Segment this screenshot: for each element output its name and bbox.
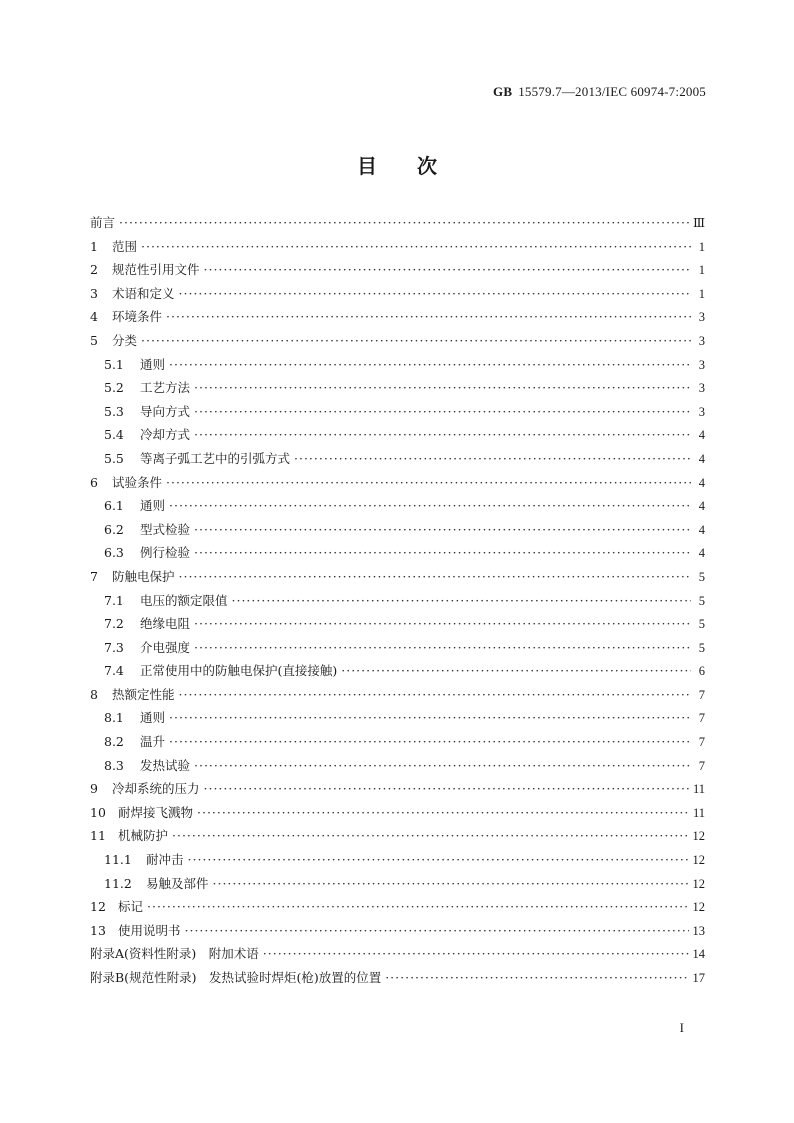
toc-entry[interactable] xyxy=(90,921,705,945)
toc-entry-number: 9 xyxy=(90,781,98,797)
toc-entry-number: 5.5 xyxy=(104,450,124,466)
toc-entry-page: 3 xyxy=(698,333,705,348)
toc-entry-label: 热额定性能 xyxy=(112,686,175,702)
toc-entry[interactable] xyxy=(90,378,705,402)
toc-entry-label: 试验条件 xyxy=(112,474,163,490)
toc-entry-number: 3 xyxy=(90,285,98,301)
toc-entry-number: 4 xyxy=(90,309,98,325)
toc-entry-label: 使用说明书 xyxy=(118,922,181,938)
dot-leader xyxy=(197,805,689,820)
dot-leader xyxy=(385,970,688,985)
toc-entry-number: 2 xyxy=(90,262,98,278)
toc-entry-label: 易触及部件 xyxy=(146,875,209,891)
toc-entry-page: 4 xyxy=(698,475,705,490)
standard-code: 15579.7—2013/IEC 60974-7:2005 xyxy=(518,84,706,99)
toc-entry-page: 7 xyxy=(698,711,705,726)
toc-entry[interactable] xyxy=(90,638,705,662)
toc-entry-number: 6.1 xyxy=(104,498,124,514)
toc-entry-page: 5 xyxy=(698,569,705,584)
toc-entry-label: 分类 xyxy=(112,332,138,348)
toc-entry-number: 6 xyxy=(90,474,98,490)
toc-entry[interactable] xyxy=(90,591,705,615)
toc-entry[interactable] xyxy=(90,473,705,497)
toc-entry[interactable] xyxy=(90,779,705,803)
dot-leader xyxy=(213,876,689,891)
toc-entry-page: 12 xyxy=(692,876,705,891)
toc-entry-label: 耐焊接飞溅物 xyxy=(118,804,194,820)
standard-prefix: GB xyxy=(493,84,513,99)
dot-leader xyxy=(172,828,688,843)
toc-entry-label: 环境条件 xyxy=(112,309,163,325)
dot-leader xyxy=(141,333,691,348)
toc-entry-label: 冷却方式 xyxy=(140,427,191,443)
toc-entry-label: 冷却系统的压力 xyxy=(112,781,200,797)
dot-leader xyxy=(204,781,689,796)
toc-entry-label: 机械防护 xyxy=(118,828,169,844)
toc-entry-page: 4 xyxy=(698,499,705,514)
toc-entry-number: 7.3 xyxy=(104,639,124,655)
toc-entry-label: 等离子弧工艺中的引弧方式 xyxy=(140,450,291,466)
toc-entry-page: 17 xyxy=(692,971,705,985)
toc-entry-number: 6.2 xyxy=(104,521,124,537)
dot-leader xyxy=(166,309,691,324)
toc-entry-label: 附录B(规范性附录) 发热试验时焊炬(枪)放置的位置 xyxy=(90,970,382,985)
dot-leader xyxy=(188,852,689,867)
toc-entry-label: 介电强度 xyxy=(140,639,191,655)
toc-entry[interactable] xyxy=(90,307,705,331)
dot-leader xyxy=(185,923,689,938)
toc-entry[interactable] xyxy=(90,897,705,921)
toc-entry-number: 13 xyxy=(90,922,106,938)
toc-entry-number: 11.1 xyxy=(104,852,132,868)
toc-entry[interactable] xyxy=(90,425,705,449)
dot-leader xyxy=(179,286,691,301)
dot-leader xyxy=(169,710,691,725)
toc-entry-label: 电压的额定限值 xyxy=(140,592,228,608)
dot-leader xyxy=(263,946,689,961)
toc-entry-page: 12 xyxy=(692,829,705,844)
toc-entry[interactable] xyxy=(90,496,705,520)
toc-entry[interactable] xyxy=(90,213,705,237)
toc-entry-page: 6 xyxy=(698,664,705,679)
toc-entry[interactable] xyxy=(90,567,705,591)
toc-entry-page: 4 xyxy=(698,522,705,537)
toc-entry[interactable] xyxy=(90,874,705,898)
toc-entry-number: 8.1 xyxy=(104,710,124,726)
toc-entry-number: 5.2 xyxy=(104,380,124,396)
toc-entry-number: 5.1 xyxy=(104,356,124,372)
toc-entry-page: 7 xyxy=(698,735,705,750)
toc-entry-number: 11 xyxy=(90,828,106,844)
dot-leader xyxy=(194,545,691,560)
toc-entry[interactable] xyxy=(90,708,705,732)
toc-entry[interactable] xyxy=(90,331,705,355)
toc-entry-page: 3 xyxy=(698,357,705,372)
toc-entry[interactable] xyxy=(90,685,705,709)
dot-leader xyxy=(194,522,691,537)
dot-leader xyxy=(169,498,691,513)
dot-leader xyxy=(194,380,691,395)
toc-entry-number: 12 xyxy=(90,899,106,915)
dot-leader xyxy=(194,404,691,419)
toc-entry-number: 7.2 xyxy=(104,616,124,632)
dot-leader xyxy=(179,569,691,584)
dot-leader xyxy=(294,451,691,466)
toc-entry-page: 1 xyxy=(698,239,705,254)
toc-entry-label: 防触电保护 xyxy=(112,568,175,584)
toc-entry-label: 导向方式 xyxy=(140,403,191,419)
dot-leader xyxy=(179,687,691,702)
toc-entry-page: 12 xyxy=(692,853,705,868)
toc-entry[interactable] xyxy=(90,260,705,284)
toc-entry[interactable] xyxy=(90,402,705,426)
toc-entry-number: 7.4 xyxy=(104,663,124,679)
toc-entry-page: 5 xyxy=(698,617,705,632)
toc-entry-label: 绝缘电阻 xyxy=(140,616,191,632)
toc-entry[interactable] xyxy=(90,850,705,874)
toc-entry-number: 8.3 xyxy=(104,757,124,773)
toc-entry-page: 7 xyxy=(698,687,705,702)
dot-leader xyxy=(204,262,691,277)
toc-entry-label: 附录A(资料性附录) 附加术语 xyxy=(90,946,259,962)
toc-entry-page: 5 xyxy=(698,640,705,655)
toc-entry-page: 5 xyxy=(698,593,705,608)
dot-leader xyxy=(194,640,691,655)
toc-entry-label: 型式检验 xyxy=(140,521,191,537)
toc-entry[interactable] xyxy=(90,944,705,968)
dot-leader xyxy=(119,215,689,230)
toc-entry-page: 11 xyxy=(692,782,705,797)
toc-entry-label: 标记 xyxy=(118,899,144,915)
toc-entry[interactable] xyxy=(90,543,705,567)
toc-entry-label: 例行检验 xyxy=(140,545,191,561)
toc-entry[interactable] xyxy=(90,826,705,850)
table-of-contents xyxy=(90,213,705,992)
toc-entry-page: 3 xyxy=(698,381,705,396)
toc-entry[interactable] xyxy=(90,614,705,638)
toc-entry-page: 3 xyxy=(698,404,705,419)
dot-leader xyxy=(232,593,691,608)
dot-leader xyxy=(141,239,691,254)
toc-entry[interactable] xyxy=(90,756,705,780)
toc-entry-label: 耐冲击 xyxy=(146,852,184,868)
dot-leader xyxy=(169,357,691,372)
toc-entry[interactable] xyxy=(90,284,705,308)
toc-entry-number: 8.2 xyxy=(104,734,124,750)
toc-entry-page: 13 xyxy=(692,923,705,938)
toc-entry-page: 1 xyxy=(698,286,705,301)
toc-entry-number: 7 xyxy=(90,568,98,584)
toc-entry-label: 通则 xyxy=(140,710,166,726)
toc-entry[interactable] xyxy=(90,355,705,379)
toc-entry-page: 11 xyxy=(692,805,705,820)
toc-entry-page: Ⅲ xyxy=(692,216,705,230)
toc-entry[interactable] xyxy=(90,732,705,756)
dot-leader xyxy=(169,734,691,749)
toc-entry-page: 1 xyxy=(698,263,705,278)
toc-entry[interactable] xyxy=(90,968,705,992)
dot-leader xyxy=(194,758,691,773)
toc-entry[interactable] xyxy=(90,237,705,261)
toc-entry-label: 正常使用中的防触电保护(直接接触) xyxy=(140,663,338,679)
toc-entry-label: 术语和定义 xyxy=(112,285,175,301)
page-number: I xyxy=(679,1020,684,1035)
toc-entry-number: 5.3 xyxy=(104,403,124,419)
dot-leader xyxy=(341,663,691,678)
toc-entry-label: 前言 xyxy=(90,215,116,230)
toc-entry-label: 范围 xyxy=(112,238,138,254)
toc-entry-label: 规范性引用文件 xyxy=(112,262,200,278)
toc-entry-page: 12 xyxy=(692,900,705,915)
toc-entry-number: 7.1 xyxy=(104,592,124,608)
toc-entry-number: 10 xyxy=(90,804,106,820)
toc-entry-number: 5 xyxy=(90,332,98,348)
toc-entry-number: 8 xyxy=(90,686,98,702)
toc-entry-number: 5.4 xyxy=(104,427,124,443)
dot-leader xyxy=(166,475,691,490)
toc-entry-label: 温升 xyxy=(140,734,166,750)
toc-entry-label: 发热试验 xyxy=(140,757,191,773)
toc-entry[interactable] xyxy=(90,520,705,544)
toc-entry-label: 通则 xyxy=(140,498,166,514)
toc-entry[interactable] xyxy=(90,661,705,685)
standard-number xyxy=(493,84,706,100)
dot-leader xyxy=(194,427,691,442)
page-title: 目次 xyxy=(357,154,477,178)
toc-entry-page: 4 xyxy=(698,451,705,466)
toc-entry-label: 通则 xyxy=(140,356,166,372)
toc-entry-number: 1 xyxy=(90,238,98,254)
toc-entry-page: 7 xyxy=(698,758,705,773)
toc-entry-page: 4 xyxy=(698,546,705,561)
toc-entry-page: 4 xyxy=(698,428,705,443)
dot-leader xyxy=(147,899,688,914)
toc-entry[interactable] xyxy=(90,803,705,827)
dot-leader xyxy=(194,616,691,631)
toc-entry-page: 3 xyxy=(698,310,705,325)
toc-entry-number: 6.3 xyxy=(104,545,124,561)
toc-entry[interactable] xyxy=(90,449,705,473)
toc-entry-page: 14 xyxy=(692,947,705,962)
toc-entry-label: 工艺方法 xyxy=(140,380,191,396)
toc-entry-number: 11.2 xyxy=(104,875,132,891)
